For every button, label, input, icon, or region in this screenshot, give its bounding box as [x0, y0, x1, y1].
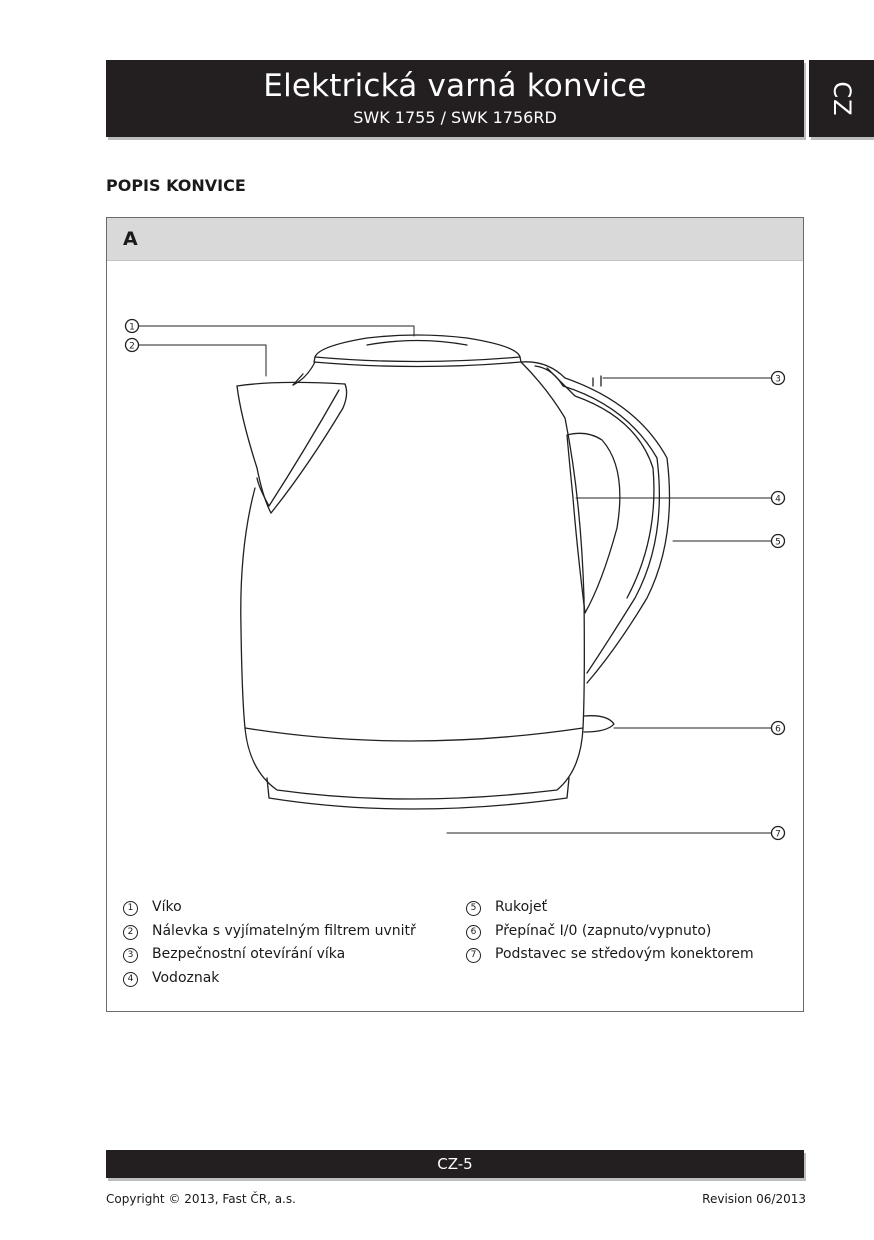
legend-text: Nálevka s vyjímatelným filtrem uvnitř	[152, 922, 416, 939]
legend-text: Rukojeť	[495, 899, 548, 915]
callout-2	[126, 339, 139, 352]
callout-3	[772, 372, 785, 385]
callout-6	[772, 722, 785, 735]
callout-number: 5	[775, 537, 781, 548]
legend-item	[123, 946, 416, 970]
kettle-body	[241, 362, 585, 809]
legend-column-left	[123, 899, 416, 993]
callout-number: 6	[775, 724, 781, 735]
legend-number: 2	[123, 925, 138, 940]
legend-text: Přepínač I/0 (zapnuto/vypnuto)	[495, 922, 712, 939]
callout-1	[126, 320, 139, 333]
kettle-lid	[314, 335, 521, 367]
page-number: CZ-5	[437, 1155, 473, 1173]
legend-number: 6	[466, 925, 481, 940]
legend-number: 5	[466, 901, 481, 916]
header-bar	[106, 60, 804, 137]
document-title: Elektrická varná konvice	[263, 68, 647, 104]
section-heading: POPIS KONVICE	[106, 176, 246, 195]
legend-item	[123, 970, 416, 994]
callout-number: 7	[775, 829, 781, 840]
legend-item	[123, 923, 416, 947]
legend-item	[123, 899, 416, 923]
legend-item	[466, 946, 754, 970]
callout-leader-lines	[139, 326, 771, 833]
legend-item	[466, 899, 754, 923]
legend-number: 4	[123, 972, 138, 987]
callout-number: 3	[775, 374, 781, 385]
callout-number: 2	[129, 341, 135, 352]
kettle-handle	[521, 362, 670, 683]
legend-text: Podstavec se středovým konektorem	[495, 946, 754, 962]
callout-4	[772, 492, 785, 505]
callout-number: 1	[129, 322, 135, 333]
legend-text: Vodoznak	[152, 969, 220, 986]
figure-label: A	[123, 228, 138, 250]
legend-text: Bezpečnostní otevírání víka	[152, 946, 346, 962]
legend-text: Víko	[152, 899, 182, 915]
power-switch	[584, 716, 614, 732]
legend-number: 1	[123, 901, 138, 916]
legend-number: 3	[123, 948, 138, 963]
figure-box	[106, 217, 804, 1012]
copyright-text: Copyright © 2013, Fast ČR, a.s.	[106, 1192, 296, 1206]
callout-5	[772, 535, 785, 548]
revision-text: Revision 06/2013	[702, 1192, 806, 1206]
callout-number: 4	[775, 494, 781, 505]
footer-bar	[106, 1150, 804, 1178]
language-tab-label: CZ	[827, 80, 856, 117]
legend-number: 7	[466, 948, 481, 963]
legend-column-right	[466, 899, 754, 970]
model-numbers: SWK 1755 / SWK 1756RD	[353, 108, 557, 127]
language-tab	[809, 60, 874, 137]
callout-7	[772, 827, 785, 840]
kettle-diagram	[107, 218, 803, 1011]
legend-item	[466, 923, 754, 947]
